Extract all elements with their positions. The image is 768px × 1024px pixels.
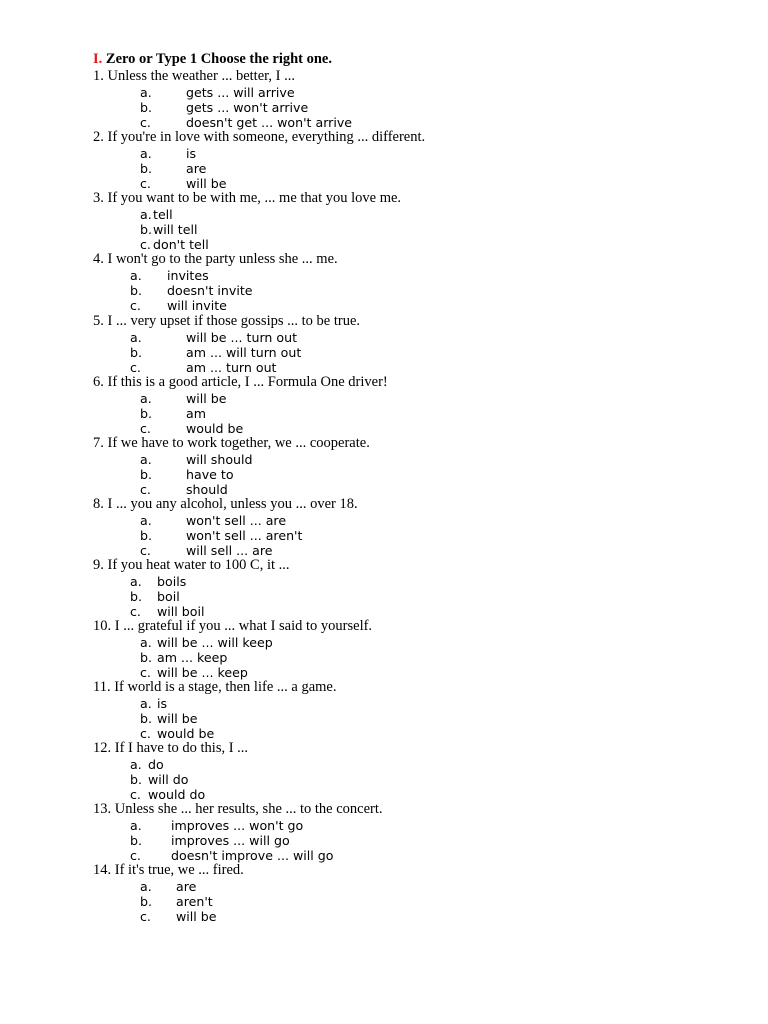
question-text: 2. If you're in love with someone, everything ... different.	[93, 129, 426, 145]
option-text: gets ... won't arrive	[186, 100, 309, 116]
option-letter: c.	[140, 909, 151, 925]
option-letter: a.	[140, 696, 152, 711]
option-text: boils	[157, 574, 187, 589]
option-letter: a.	[130, 330, 142, 345]
option-letter: b.	[140, 711, 152, 727]
section-number: I.	[93, 51, 103, 67]
question-text: 10. I ... grateful if you ... what I said to yourself.	[93, 618, 373, 634]
option-letter: b.	[140, 100, 152, 116]
option-text: boil	[157, 589, 180, 605]
option-letter: b.	[140, 650, 152, 666]
option-letter: c.	[140, 176, 151, 192]
option-letter: c.	[140, 543, 151, 559]
option-text: am ... turn out	[186, 360, 277, 376]
option-text: gets ... will arrive	[186, 85, 295, 100]
option-text: will be ... keep	[157, 665, 248, 681]
option-text: will be	[186, 176, 227, 192]
question-text: 7. If we have to work together, we ... cooperate.	[93, 435, 370, 451]
option-text: won't sell ... are	[186, 513, 287, 528]
question-text: 6. If this is a good article, I ... Formula One driver!	[93, 374, 388, 390]
option-text: don't tell	[153, 237, 209, 253]
question-text: 1. Unless the weather ... better, I ...	[93, 68, 295, 84]
option-text: improves ... won't go	[171, 818, 304, 833]
option-letter: c.	[130, 604, 141, 620]
option-letter: c.	[130, 360, 141, 376]
option-text: should	[186, 482, 228, 498]
option-text: will be	[157, 711, 198, 727]
question-text: 11. If world is a stage, then life ... a game.	[93, 679, 337, 695]
option-letter: a.	[140, 452, 152, 467]
option-letter: b.	[130, 833, 142, 849]
question-text: 5. I ... very upset if those gossips ... to be true.	[93, 313, 361, 329]
option-letter: c.	[130, 298, 141, 314]
question-text: 12. If I have to do this, I ...	[93, 740, 249, 756]
option-letter: b.	[140, 222, 152, 238]
option-text: do	[148, 757, 164, 772]
option-letter: b.	[140, 406, 152, 422]
option-text: is	[186, 146, 197, 161]
option-text: will be ... turn out	[186, 330, 298, 345]
option-letter: c.	[130, 787, 141, 803]
option-letter: c.	[140, 237, 151, 253]
option-text: will be	[176, 909, 217, 925]
option-text: am ... will turn out	[186, 345, 302, 361]
option-text: won't sell ... aren't	[186, 528, 303, 544]
option-letter: c.	[140, 115, 151, 131]
option-letter: a.	[130, 268, 142, 283]
option-letter: a.	[140, 207, 152, 222]
option-text: will sell ... are	[186, 543, 273, 559]
question-text: 3. If you want to be with me, ... me that you love me.	[93, 190, 402, 206]
option-text: doesn't get ... won't arrive	[186, 115, 353, 131]
question-text: 14. If it's true, we ... fired.	[93, 862, 244, 878]
option-letter: a.	[140, 879, 152, 894]
option-text: are	[186, 161, 207, 177]
option-letter: a.	[140, 391, 152, 406]
option-text: will be ... will keep	[157, 635, 273, 650]
option-letter: b.	[140, 161, 152, 177]
option-text: doesn't improve ... will go	[171, 848, 334, 864]
option-letter: a.	[130, 574, 142, 589]
option-text: am ... keep	[157, 650, 228, 666]
option-text: am	[186, 406, 206, 422]
option-letter: c.	[140, 482, 151, 498]
option-text: will tell	[153, 222, 198, 238]
option-text: doesn't invite	[167, 283, 253, 299]
option-letter: b.	[140, 528, 152, 544]
option-text: will should	[186, 452, 253, 467]
option-letter: b.	[130, 589, 142, 605]
option-letter: b.	[140, 894, 152, 910]
option-letter: c.	[130, 848, 141, 864]
option-letter: b.	[130, 283, 142, 299]
question-text: 4. I won't go to the party unless she ... me.	[93, 251, 338, 267]
option-letter: c.	[140, 421, 151, 437]
option-letter: b.	[140, 467, 152, 483]
option-text: tell	[153, 207, 173, 222]
option-text: would do	[148, 787, 206, 803]
question-text: 13. Unless she ... her results, she ... to the concert.	[93, 801, 383, 817]
option-text: improves ... will go	[171, 833, 290, 849]
option-letter: c.	[140, 726, 151, 742]
option-text: will boil	[157, 604, 205, 620]
option-text: have to	[186, 467, 234, 483]
option-letter: a.	[140, 146, 152, 161]
section-heading	[93, 51, 332, 68]
option-letter: a.	[130, 818, 142, 833]
option-letter: a.	[140, 85, 152, 100]
option-text: will do	[148, 772, 189, 788]
option-text: are	[176, 879, 197, 894]
option-text: is	[157, 696, 168, 711]
option-letter: b.	[130, 345, 142, 361]
option-text: would be	[186, 421, 244, 437]
option-letter: a.	[140, 635, 152, 650]
option-text: will invite	[167, 298, 227, 314]
option-letter: c.	[140, 665, 151, 681]
option-letter: a.	[140, 513, 152, 528]
question-text: 9. If you heat water to 100 C, it ...	[93, 557, 290, 573]
option-text: would be	[157, 726, 215, 742]
option-letter: a.	[130, 757, 142, 772]
option-text: aren't	[176, 894, 213, 910]
option-text: invites	[167, 268, 209, 283]
question-text: 8. I ... you any alcohol, unless you ... over 18.	[93, 496, 358, 512]
option-text: will be	[186, 391, 227, 406]
section-title: Zero or Type 1 Choose the right one.	[102, 51, 332, 67]
option-letter: b.	[130, 772, 142, 788]
